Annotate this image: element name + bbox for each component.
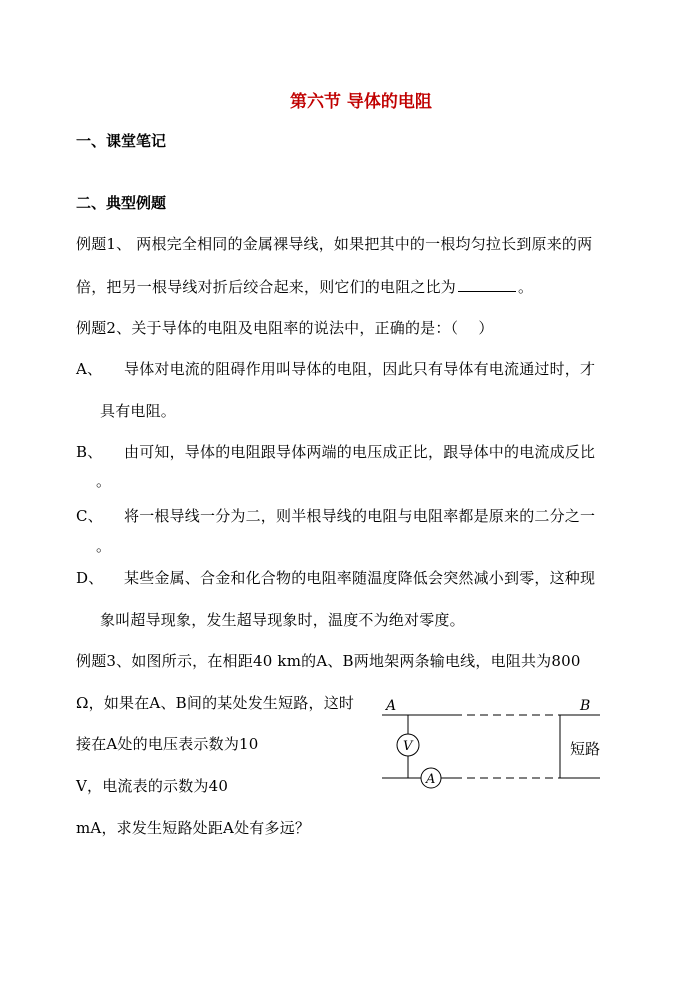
example1-line2-end: 。 — [518, 278, 534, 296]
voltmeter-symbol: V — [403, 739, 413, 754]
example1-line2-text: 倍，把另一根导线对折后绞合起来，则它们的电阻之比为 — [76, 278, 457, 296]
example3-line3: 接在A处的电压表示数为10 — [76, 735, 259, 753]
circuit-diagram — [370, 690, 610, 795]
option-d-line2: 象叫超导现象，发生超导现象时，温度不为绝对零度。 — [100, 611, 465, 629]
example3-line4: V，电流表的示数为40 — [76, 777, 229, 795]
option-c-line2: 。 — [96, 537, 112, 555]
option-d-line1: 某些金属、合金和化合物的电阻率随温度降低会突然减小到零，这种现 — [124, 569, 596, 587]
option-c-label: C、 — [76, 507, 103, 525]
option-c-line1: 将一根导线一分为二，则半根导线的电阻与电阻率都是原来的二分之一 — [124, 507, 596, 525]
label-a: A — [386, 698, 397, 714]
label-b: B — [580, 698, 591, 714]
option-b-label: B、 — [76, 443, 103, 461]
example3-line1: 例题3、如图所示，在相距40 km的A、B两地架两条输电线，电阻共为800 — [76, 652, 581, 670]
page-title: 第六节 导体的电阻 — [290, 92, 432, 112]
example3-line5: mA，求发生短路处距A处有多远？ — [76, 819, 311, 837]
ammeter-symbol: A — [426, 772, 436, 787]
example2-question: 例题2、关于导体的电阻及电阻率的说法中，正确的是：（ ） — [76, 319, 494, 337]
example3-line2: Ω，如果在A、B间的某处发生短路，这时 — [76, 694, 355, 712]
section-examples-heading: 二、典型例题 — [76, 194, 167, 212]
option-a-line1: 导体对电流的阻碍作用叫导体的电阻，因此只有导体有电流通过时，才 — [124, 360, 596, 378]
option-b-line2: 。 — [96, 472, 112, 490]
short-circuit-label: 短路 — [570, 740, 601, 758]
answer-blank — [458, 290, 516, 292]
option-a-line2: 具有电阻。 — [100, 402, 177, 420]
option-b-line1: 由可知，导体的电阻跟导体两端的电压成正比，跟导体中的电流成反比 — [124, 443, 596, 461]
example1-line2 — [76, 276, 533, 297]
option-a-label: A、 — [76, 360, 103, 378]
option-d-label: D、 — [76, 569, 104, 587]
section-notes-heading: 一、课堂笔记 — [76, 132, 167, 150]
example1-line1: 例题1、 两根完全相同的金属裸导线，如果把其中的一根均匀拉长到原来的两 — [76, 235, 593, 253]
